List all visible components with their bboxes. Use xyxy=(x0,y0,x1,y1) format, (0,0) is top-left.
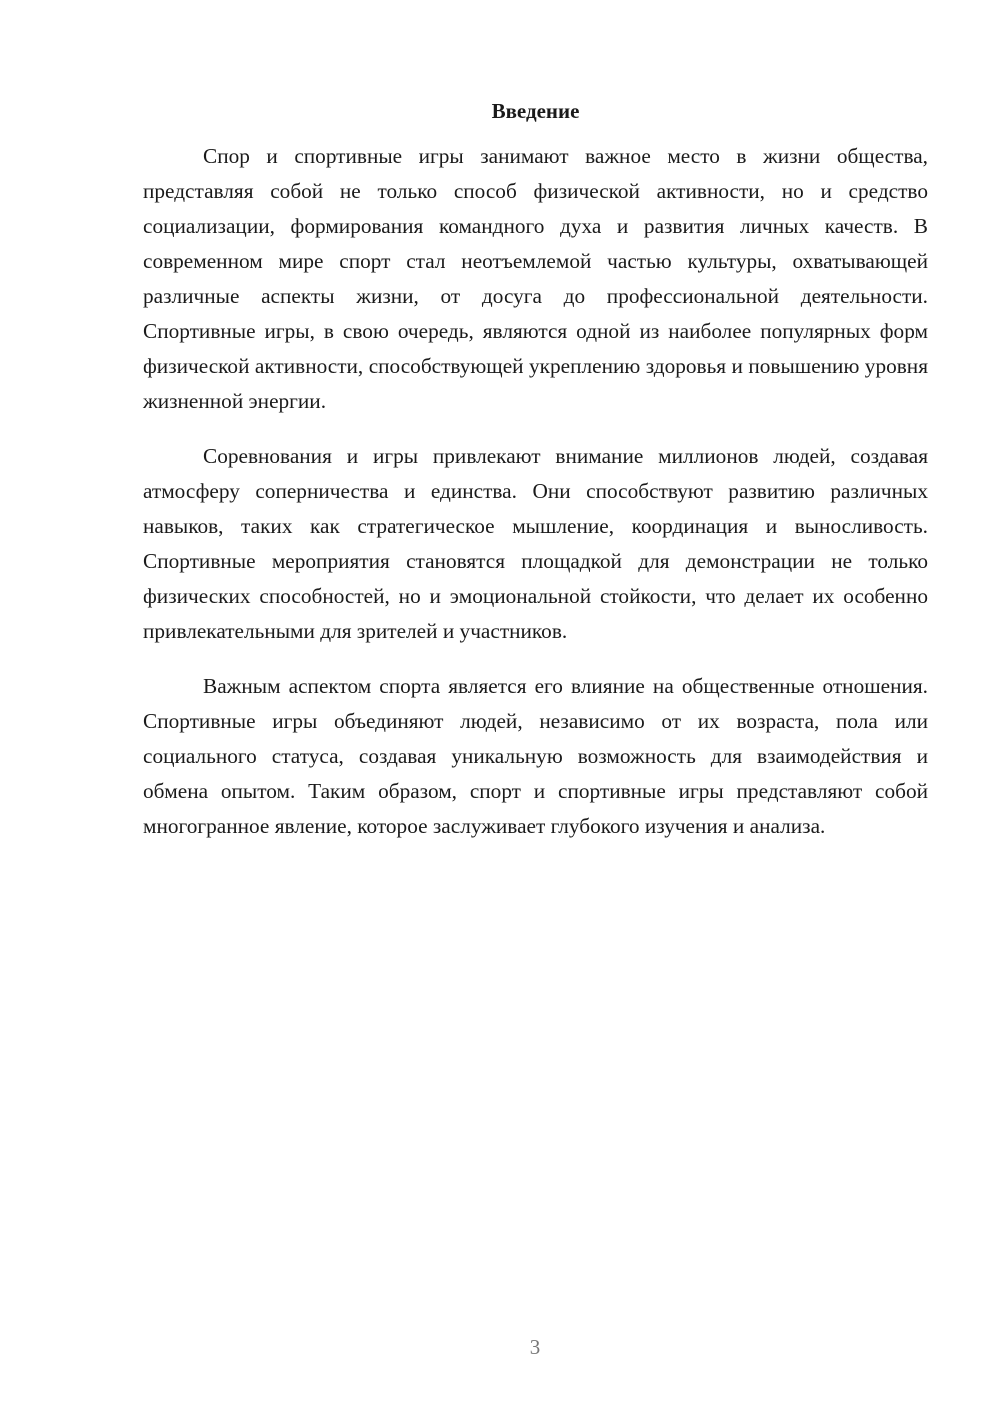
paragraph-2: Соревнования и игры привлекают внимание миллионов людей, создавая атмосферу соперничества и единства. Они способствуют развитию различных навыков, таких как стратегическое мышление, координация и выносливость. Спортивные мероприятия становятся площадкой для демонстрации не только физических способностей, но и эмоциональной стойкости, что делает их особенно привлекательными для зрителей и участников. xyxy=(143,444,928,643)
page-number: 3 xyxy=(529,1335,541,1359)
section-title: Введение xyxy=(491,99,580,123)
paragraph-1: Спор и спортивные игры занимают важное место в жизни общества, представляя собой не только способ физической активности, но и средство социализации, формирования командного духа и развития личных качеств. В современном мире спорт стал неотъемлемой частью культуры, охватывающей различные аспекты жизни, от досуга до профессиональной деятельности. Спортивные игры, в свою очередь, являются одной из наиболее популярных форм физической активности, способствующей укреплению здоровья и повышению уровня жизненной энергии. xyxy=(143,144,928,413)
paragraph-3: Важным аспектом спорта является его влияние на общественные отношения. Спортивные игры объединяют людей, независимо от их возраста, пола или социального статуса, создавая уникальную возможность для взаимодействия и обмена опытом. Таким образом, спорт и спортивные игры представляют собой многогранное явление, которое заслуживает глубокого изучения и анализа. xyxy=(143,674,928,838)
page-content xyxy=(143,96,928,864)
